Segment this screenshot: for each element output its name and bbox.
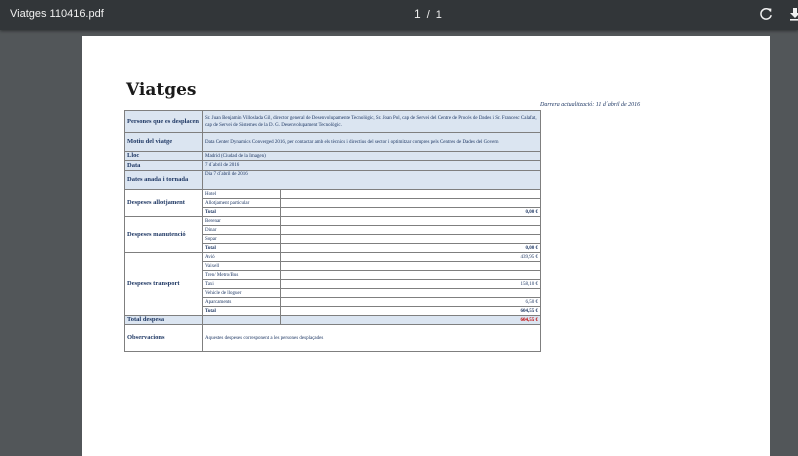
expense-amount: [281, 217, 541, 226]
expense-item: Berenar: [203, 217, 281, 226]
table-row: [125, 133, 541, 152]
expense-amount: [281, 262, 541, 271]
expense-amount: [281, 235, 541, 244]
manutencio-label: Despeses manutenció: [125, 217, 203, 253]
expense-item: Hotel: [203, 190, 281, 199]
persons-label: Persones que es desplacen: [125, 111, 203, 133]
expense-item: Aparcaments: [203, 298, 281, 307]
updated-day: 11: [595, 102, 602, 108]
subtotal-value: 0,00 €: [281, 208, 541, 217]
pdf-page: [82, 36, 770, 456]
data-label: Data: [125, 161, 203, 171]
dates-value: Dia 7 d´abril de 2016: [203, 171, 541, 190]
motiu-value: Data Center Dynamics Converged 2016, per contactar amb els tècnics i directius del sector i optimitzar compres pels Centres de Dades del Govern: [203, 133, 541, 152]
expense-item: Sopar: [203, 235, 281, 244]
expense-item: Dinar: [203, 226, 281, 235]
table-row: [125, 161, 541, 171]
total-pages: 1: [435, 9, 442, 21]
subtotal-value: 0,00 €: [281, 244, 541, 253]
observacions-value: Aquestes despeses corresponent a les persones desplaçades: [203, 325, 541, 352]
subtotal-value: 604,55 €: [281, 307, 541, 316]
current-page-input[interactable]: 1: [414, 7, 421, 21]
table-row: [125, 325, 541, 352]
page-separator: /: [426, 9, 430, 21]
lloc-value: Madrid (Ciudad de la Imagen): [203, 152, 541, 161]
expense-item: Allotjament particular: [203, 199, 281, 208]
lloc-label: Lloc: [125, 152, 203, 161]
subtotal-label: Total: [203, 307, 281, 316]
expense-item: Vaixell: [203, 262, 281, 271]
table-row: [125, 111, 541, 133]
file-title: Viatges 110416.pdf: [10, 8, 104, 20]
expense-item: Vehicle de lloguer: [203, 289, 281, 298]
persons-value: Sr. Juan Benjamin Villoslada Gil, director general de Desenvolupamente Tecnològic, Sr. Joan Pol, cap de Servei del Centre de Procés de Dades i Sr. Francesc Calafat, cap de Servei de Sistemes de la D. G. Desenvolupament Tecnològic.: [203, 111, 541, 133]
expense-item: Taxi: [203, 280, 281, 289]
expense-amount: [281, 199, 541, 208]
document-title: Viatges: [126, 80, 197, 100]
observacions-label: Observacions: [125, 325, 203, 352]
subtotal-label: Total: [203, 244, 281, 253]
expense-item: Tren/ Metro/Bus: [203, 271, 281, 280]
expense-item: Avió: [203, 253, 281, 262]
table-row: [125, 152, 541, 161]
rotate-icon[interactable]: [758, 6, 774, 22]
expense-amount: [281, 271, 541, 280]
subtotal-label: Total: [203, 208, 281, 217]
table-row: [125, 217, 541, 226]
expense-amount: 6,50 €: [281, 298, 541, 307]
last-updated: [540, 102, 640, 108]
total-despesa-value: 604,55 €: [281, 316, 541, 325]
transport-label: Despeses transport: [125, 253, 203, 316]
expense-amount: 158,10 €: [281, 280, 541, 289]
table-row: [125, 253, 541, 262]
download-icon[interactable]: [787, 6, 798, 22]
data-value: 7 d´abril de 2016: [203, 161, 541, 171]
dates-label: Dates anada i tornada: [125, 171, 203, 190]
table-row: [125, 190, 541, 199]
pdf-toolbar: [0, 0, 798, 30]
expense-amount: [281, 226, 541, 235]
updated-prefix: Darrera actualització:: [540, 102, 595, 108]
motiu-label: Motiu del viatge: [125, 133, 203, 152]
total-despesa-label: Total despesa: [125, 316, 203, 325]
expense-amount: [281, 289, 541, 298]
expense-amount: 439,95 €: [281, 253, 541, 262]
allotjament-label: Despeses allotjament: [125, 190, 203, 217]
page-indicator: [414, 7, 442, 21]
total-despesa-spacer: [203, 316, 281, 325]
table-row: [125, 171, 541, 190]
table-row: [125, 316, 541, 325]
expense-amount: [281, 190, 541, 199]
travel-expense-table: [124, 110, 541, 352]
updated-rest: d´abril de 2016: [602, 102, 641, 108]
